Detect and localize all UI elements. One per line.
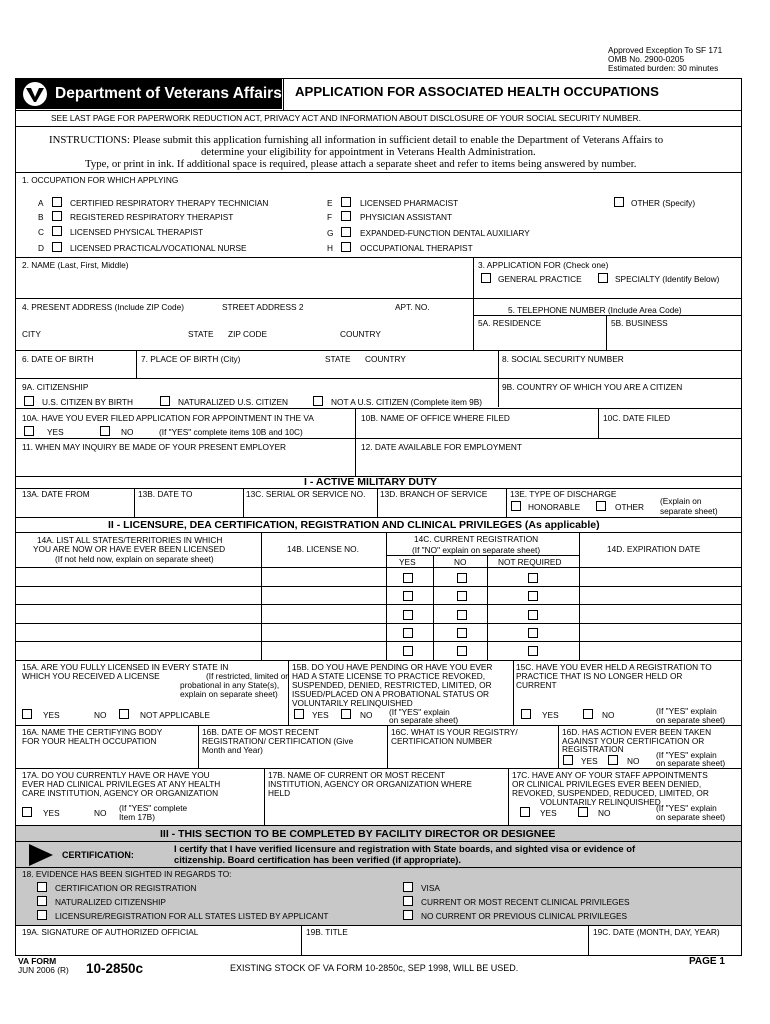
va-logo (15, 79, 282, 109)
item8-label: 8. SOCIAL SECURITY NUMBER (502, 354, 624, 364)
item16d-line-2: AGAINST YOUR CERTIFICATION OR (562, 736, 705, 746)
item1-option-d: LICENSED PRACTICAL/VOCATIONAL NURSE (70, 243, 247, 253)
item5a-label: 5A. RESIDENCE (478, 318, 542, 328)
item15a-note-3: explain on separate sheet) (180, 689, 278, 699)
item17a-note-1: (If "YES" complete (119, 803, 188, 813)
license-row-4-yes-checkbox[interactable] (403, 628, 413, 638)
item4-apt: APT. NO. (395, 302, 430, 312)
item10a-no-label: NO (121, 427, 134, 437)
item16d-note-2: on separate sheet) (656, 758, 726, 768)
item1-checkbox-b[interactable] (52, 211, 62, 221)
license-row-2-not-required-checkbox[interactable] (528, 591, 538, 601)
item1-option-e: LICENSED PHARMACIST (360, 198, 459, 208)
item16b-line-3: Month and Year) (202, 745, 263, 755)
item13c-label: 13C. SERIAL OR SERVICE NO. (246, 489, 366, 499)
item17a-no-label: NO (94, 808, 107, 818)
item18-licensure-checkbox[interactable] (37, 910, 47, 920)
item1-checkbox-g[interactable] (341, 227, 351, 237)
item1-checkbox-f[interactable] (341, 211, 351, 221)
item17a-note-2: Item 17B) (119, 812, 155, 822)
item15c-line-3: CURRENT (516, 680, 557, 690)
item17c-line-1: 17C. HAVE ANY OF YOUR STAFF APPOINTMENTS (512, 770, 708, 780)
item1-checkbox-d[interactable] (52, 242, 62, 252)
item19a-label: 19A. SIGNATURE OF AUTHORIZED OFFICIAL (22, 927, 199, 937)
item13b-label: 13B. DATE TO (138, 489, 193, 499)
certification-text-2: citizenship. Board certification has been verified (if appropriate). (174, 854, 462, 865)
item17b-line-3: HELD (268, 788, 291, 798)
item18-naturalized-label: NATURALIZED CITIZENSHIP (55, 897, 166, 907)
instructions-line-2: determine your eligibility for appointment in Veterans Health Administration. (201, 146, 536, 158)
item18-current-privileges-checkbox[interactable] (403, 896, 413, 906)
item16d-note-1: (If "YES" explain (656, 750, 717, 760)
item18-no-privileges-checkbox[interactable] (403, 910, 413, 920)
item4-country: COUNTRY (340, 329, 381, 339)
item1-option-b: REGISTERED RESPIRATORY THERAPIST (70, 212, 234, 222)
item10a-yes-label: YES (47, 427, 64, 437)
item3-specialty-checkbox[interactable] (598, 273, 608, 283)
item13e-label: 13E. TYPE OF DISCHARGE (510, 489, 617, 499)
item9b-label: 9B. COUNTRY OF WHICH YOU ARE A CITIZEN (502, 382, 683, 392)
item18-naturalized-checkbox[interactable] (37, 896, 47, 906)
item6-label: 6. DATE OF BIRTH (22, 354, 94, 364)
paperwork-notice: SEE LAST PAGE FOR PAPERWORK REDUCTION ACT, PRIVACY ACT AND INFORMATION ABOUT DISCLOSURE OF YOUR SOCIAL SECURITY NUMBER. (51, 113, 641, 123)
item17a-yes-checkbox[interactable] (22, 807, 32, 817)
logo-text: Department of Veterans Affairs (55, 85, 282, 102)
item15b-line-1: 15B. DO YOU HAVE PENDING OR HAVE YOU EVER (292, 662, 493, 672)
item16b-line-2: REGISTRATION/ CERTIFICATION (Give (202, 736, 354, 746)
item15c-line-1: 15C. HAVE YOU EVER HELD A REGISTRATION TO (516, 662, 712, 672)
item7-state: STATE (325, 354, 351, 364)
item13e-explain-1: (Explain on (660, 496, 702, 506)
item15b-line-3: SUSPENDED, DENIED, RESTRICTED, LIMITED, OR (292, 680, 492, 690)
item7-country: COUNTRY (365, 354, 406, 364)
item7-label: 7. PLACE OF BIRTH (City) (141, 354, 241, 364)
license-row-1-not-required-checkbox[interactable] (528, 573, 538, 583)
item2-label: 2. NAME (Last, First, Middle) (22, 260, 129, 270)
item9a-naturalized-label: NATURALIZED U.S. CITIZEN (178, 397, 289, 407)
item15b-line-2: HAD A STATE LICENSE TO PRACTICE REVOKED, (292, 671, 486, 681)
item9a-label: 9A. CITIZENSHIP (22, 382, 89, 392)
item15c-no-checkbox[interactable] (583, 709, 593, 719)
item1-option-c: LICENSED PHYSICAL THERAPIST (70, 227, 204, 237)
footer-va-form: VA FORM (18, 956, 57, 966)
item16d-no-checkbox[interactable] (608, 755, 618, 765)
item15a-yes-checkbox[interactable] (22, 709, 32, 719)
item15a-note-2: probational in any State(s), (180, 680, 280, 690)
item17c-yes-checkbox[interactable] (520, 807, 530, 817)
item4-street2: STREET ADDRESS 2 (222, 302, 304, 312)
item16d-yes-label: YES (581, 756, 598, 766)
form-title: APPLICATION FOR ASSOCIATED HEALTH OCCUPATIONS (295, 84, 659, 99)
item1-checkbox-h[interactable] (341, 242, 351, 252)
item1-label: 1. OCCUPATION FOR WHICH APPLYING (22, 175, 179, 185)
item16c-line-1: 16C. WHAT IS YOUR REGISTRY/ (391, 727, 518, 737)
footer-page-number: PAGE 1 (689, 956, 725, 967)
footer-date: JUN 2006 (R) (18, 965, 69, 975)
item16b-line-1: 16B. DATE OF MOST RECENT (202, 727, 320, 737)
item1-checkbox-other[interactable] (614, 197, 624, 207)
instructions-line-3: Type, or print in ink. If additional space is required, please attach a separate sheet and refer to items being answered by number. (85, 158, 637, 170)
item15b-no-checkbox[interactable] (341, 709, 351, 719)
item14a-label-1: 14A. LIST ALL STATES/TERRITORIES IN WHICH (37, 535, 223, 545)
item11-label: 11. WHEN MAY INQUIRY BE MADE OF YOUR PRESENT EMPLOYER (22, 442, 287, 452)
certification-label: CERTIFICATION: (62, 850, 134, 860)
item15a-no-checkbox[interactable] (119, 709, 129, 719)
item15a-label-2: WHICH YOU RECEIVED A LICENSE (22, 671, 160, 681)
item9a-naturalized-checkbox[interactable] (160, 396, 170, 406)
item10b-label: 10B. NAME OF OFFICE WHERE FILED (361, 413, 510, 423)
item16d-line-3: REGISTRATION (562, 744, 624, 754)
item19b-label: 19B. TITLE (306, 927, 348, 937)
item1-letter-a: A (38, 198, 44, 208)
item17c-no-label: NO (598, 808, 611, 818)
item15b-yes-label: YES (312, 710, 329, 720)
item15c-yes-checkbox[interactable] (521, 709, 531, 719)
item1-option-other: OTHER (Specify) (631, 198, 696, 208)
item9a-birth-checkbox[interactable] (24, 396, 34, 406)
license-row-4-not-required-checkbox[interactable] (528, 628, 538, 638)
item15a-yes-label: YES (43, 710, 60, 720)
item1-letter-e: E (327, 198, 333, 208)
item17c-line-3: REVOKED, SUSPENDED, REDUCED, LIMITED, OR (512, 788, 709, 798)
item14c-label-1: 14C. CURRENT REGISTRATION (414, 534, 539, 544)
item1-option-f: PHYSICIAN ASSISTANT (360, 212, 453, 222)
item17b-line-2: INSTITUTION, AGENCY OR ORGANIZATION WHERE (268, 779, 472, 789)
item14c-label-2: (If "NO" explain on separate sheet) (412, 545, 541, 555)
item15a-note-1: (If restricted, limited or (206, 671, 289, 681)
item17a-line-3: CARE INSTITUTION, AGENCY OR ORGANIZATION (22, 788, 219, 798)
va-seal-icon (19, 81, 51, 107)
item9a-birth-label: U.S. CITIZEN BY BIRTH (42, 397, 133, 407)
item18-licensure-label: LICENSURE/REGISTRATION FOR ALL STATES LISTED BY APPLICANT (55, 911, 329, 921)
item15a-label-1: 15A. ARE YOU FULLY LICENSED IN EVERY STATE IN (22, 662, 229, 672)
item14d-label: 14D. EXPIRATION DATE (607, 544, 701, 554)
item13e-other-checkbox[interactable] (596, 501, 606, 511)
item19c-label: 19C. DATE (MONTH, DAY, YEAR) (593, 927, 720, 937)
item18-visa-label: VISA (421, 883, 440, 893)
item10a-note: (If "YES" complete items 10B and 10C) (159, 427, 303, 437)
item15b-note-2: on separate sheet) (389, 715, 459, 725)
item18-current-privileges-label: CURRENT OR MOST RECENT CLINICAL PRIVILEGES (421, 897, 630, 907)
license-row-1-no-checkbox[interactable] (457, 573, 467, 583)
item18-visa-checkbox[interactable] (403, 882, 413, 892)
item13e-honorable-checkbox[interactable] (511, 501, 521, 511)
item1-checkbox-c[interactable] (52, 226, 62, 236)
item1-letter-d: D (38, 243, 44, 253)
item14b-label: 14B. LICENSE NO. (287, 544, 359, 554)
item4-zip: ZIP CODE (228, 329, 268, 339)
item1-option-g: EXPANDED-FUNCTION DENTAL AUXILIARY (360, 228, 530, 238)
license-row-2-yes-checkbox[interactable] (403, 591, 413, 601)
item4-label: 4. PRESENT ADDRESS (Include ZIP Code) (22, 302, 185, 312)
section3-title: III - THIS SECTION TO BE COMPLETED BY FACILITY DIRECTOR OR DESIGNEE (160, 828, 556, 840)
item13d-label: 13D. BRANCH OF SERVICE (380, 489, 488, 499)
section1-title: I - ACTIVE MILITARY DUTY (304, 476, 437, 488)
instructions-line-1: INSTRUCTIONS: Please submit this application furnishing all information in sufficient detail to enable the Department of Veterans Affairs to (49, 134, 664, 146)
item14c-no: NO (454, 557, 467, 567)
item15b-line-5: VOLUNTARILY RELINQUISHED (292, 698, 413, 708)
item15b-yes-checkbox[interactable] (294, 709, 304, 719)
section2-title: II - LICENSURE, DEA CERTIFICATION, REGISTRATION AND CLINICAL PRIVILEGES (As applicable) (108, 519, 600, 531)
license-row-3-no-checkbox[interactable] (457, 610, 467, 620)
license-row-3-yes-checkbox[interactable] (403, 610, 413, 620)
item1-checkbox-e[interactable] (341, 197, 351, 207)
item1-checkbox-a[interactable] (52, 197, 62, 207)
item17c-line-2: OR CLINICAL PRIVILEGES EVER BEEN DENIED, (512, 779, 702, 789)
item14c-not-required: NOT REQUIRED (498, 557, 562, 567)
item13e-explain-2: separate sheet) (660, 506, 718, 516)
item13e-other-label: OTHER (615, 502, 645, 512)
item3-general-checkbox[interactable] (481, 273, 491, 283)
license-row-5-yes-checkbox[interactable] (403, 646, 413, 656)
item3-label: 3. APPLICATION FOR (Check one) (478, 260, 609, 270)
item1-option-a: CERTIFIED RESPIRATORY THERAPY TECHNICIAN (70, 198, 269, 208)
item1-option-h: OCCUPATIONAL THERAPIST (360, 243, 473, 253)
footer-form-number: 10-2850c (86, 961, 144, 976)
item17c-yes-label: YES (540, 808, 557, 818)
license-row-1-yes-checkbox[interactable] (403, 573, 413, 583)
item4-state: STATE (188, 329, 214, 339)
item4-city: CITY (22, 329, 41, 339)
item1-letter-h: H (327, 243, 333, 253)
item9a-not-citizen-label: NOT A U.S. CITIZEN (Complete item 9B) (331, 397, 483, 407)
item12-label: 12. DATE AVAILABLE FOR EMPLOYMENT (361, 442, 522, 452)
item13a-label: 13A. DATE FROM (22, 489, 90, 499)
item5-label: 5. TELEPHONE NUMBER (Include Area Code) (508, 305, 682, 315)
item17c-note-2: on separate sheet) (656, 812, 726, 822)
item15b-note-1: (If "YES" explain (389, 707, 450, 717)
item15c-no-label: NO (602, 710, 615, 720)
item15b-line-4: ISSUED/PLACED ON A PROBATIONAL STATUS OR (292, 689, 490, 699)
item1-letter-g: G (327, 228, 334, 238)
license-row-3-not-required-checkbox[interactable] (528, 610, 538, 620)
item14c-yes: YES (399, 557, 416, 567)
item17a-line-2: EVER HAD CLINICAL PRIVILEGES AT ANY HEALTH (22, 779, 221, 789)
item18-no-privileges-label: NO CURRENT OR PREVIOUS CLINICAL PRIVILEGES (421, 911, 628, 921)
item10a-yes-checkbox[interactable] (24, 426, 34, 436)
item9a-not-citizen-checkbox[interactable] (313, 396, 323, 406)
item10a-label: 10A. HAVE YOU EVER FILED APPLICATION FOR APPOINTMENT IN THE VA (22, 413, 314, 423)
license-row-4-no-checkbox[interactable] (457, 628, 467, 638)
item16d-line-1: 16D. HAS ACTION EVER BEEN TAKEN (562, 727, 712, 737)
item13e-honorable-label: HONORABLE (528, 502, 581, 512)
item16d-yes-checkbox[interactable] (563, 755, 573, 765)
item3-specialty-label: SPECIALTY (Identify Below) (615, 274, 720, 284)
item1-letter-f: F (327, 212, 333, 222)
item15a-no-label: NO (94, 710, 107, 720)
license-row-5-not-required-checkbox[interactable] (528, 646, 538, 656)
item17c-note-1: (If "YES" explain (656, 803, 717, 813)
item16d-no-label: NO (627, 756, 640, 766)
item17c-line-4: VOLUNTARILY RELINQUISHED (540, 797, 661, 807)
item16a-line-2: FOR YOUR HEALTH OCCUPATION (22, 736, 157, 746)
footer-stock-notice: EXISTING STOCK OF VA FORM 10-2850c, SEP 1998, WILL BE USED. (230, 963, 519, 973)
item5b-label: 5B. BUSINESS (611, 318, 668, 328)
omb-number: OMB No. 2900-0205 (608, 54, 685, 64)
item15a-na-label: NOT APPLICABLE (140, 710, 210, 720)
license-row-5-no-checkbox[interactable] (457, 646, 467, 656)
item18-label: 18. EVIDENCE HAS BEEN SIGHTED IN REGARDS TO: (22, 869, 232, 879)
item17a-line-1: 17A. DO YOU CURRENTLY HAVE OR HAVE YOU (22, 770, 210, 780)
item3-general-label: GENERAL PRACTICE (498, 274, 582, 284)
license-row-2-no-checkbox[interactable] (457, 591, 467, 601)
item18-certification-checkbox[interactable] (37, 882, 47, 892)
item10a-no-checkbox[interactable] (100, 426, 110, 436)
item17a-yes-label: YES (43, 808, 60, 818)
item17c-no-checkbox[interactable] (578, 807, 588, 817)
item1-letter-b: B (38, 212, 44, 222)
estimated-burden: Estimated burden: 30 minutes (608, 63, 719, 73)
item15c-yes-label: YES (542, 710, 559, 720)
item16c-line-2: CERTIFICATION NUMBER (391, 736, 493, 746)
certification-text-1: I certify that I have verified licensure and registration with State boards, and sighted visa or evidence of (174, 843, 636, 854)
item15b-no-label: NO (360, 710, 373, 720)
item15c-note-1: (If "YES" explain (656, 706, 717, 716)
item10c-label: 10C. DATE FILED (603, 413, 671, 423)
item15c-note-2: on separate sheet) (656, 715, 726, 725)
item18-certification-label: CERTIFICATION OR REGISTRATION (55, 883, 197, 893)
item17b-line-1: 17B. NAME OF CURRENT OR MOST RECENT (268, 770, 446, 780)
item16a-line-1: 16A. NAME THE CERTIFYING BODY (22, 727, 163, 737)
item14a-label-2: YOU ARE NOW OR HAVE EVER BEEN LICENSED (33, 544, 226, 554)
item15c-line-2: PRACTICE THAT IS NO LONGER HELD OR (516, 671, 683, 681)
item14a-label-3: (If not held now, explain on separate sheet) (55, 554, 214, 564)
arrow-right-icon (29, 844, 53, 866)
item1-letter-c: C (38, 227, 44, 237)
approved-exception: Approved Exception To SF 171 (608, 45, 723, 55)
